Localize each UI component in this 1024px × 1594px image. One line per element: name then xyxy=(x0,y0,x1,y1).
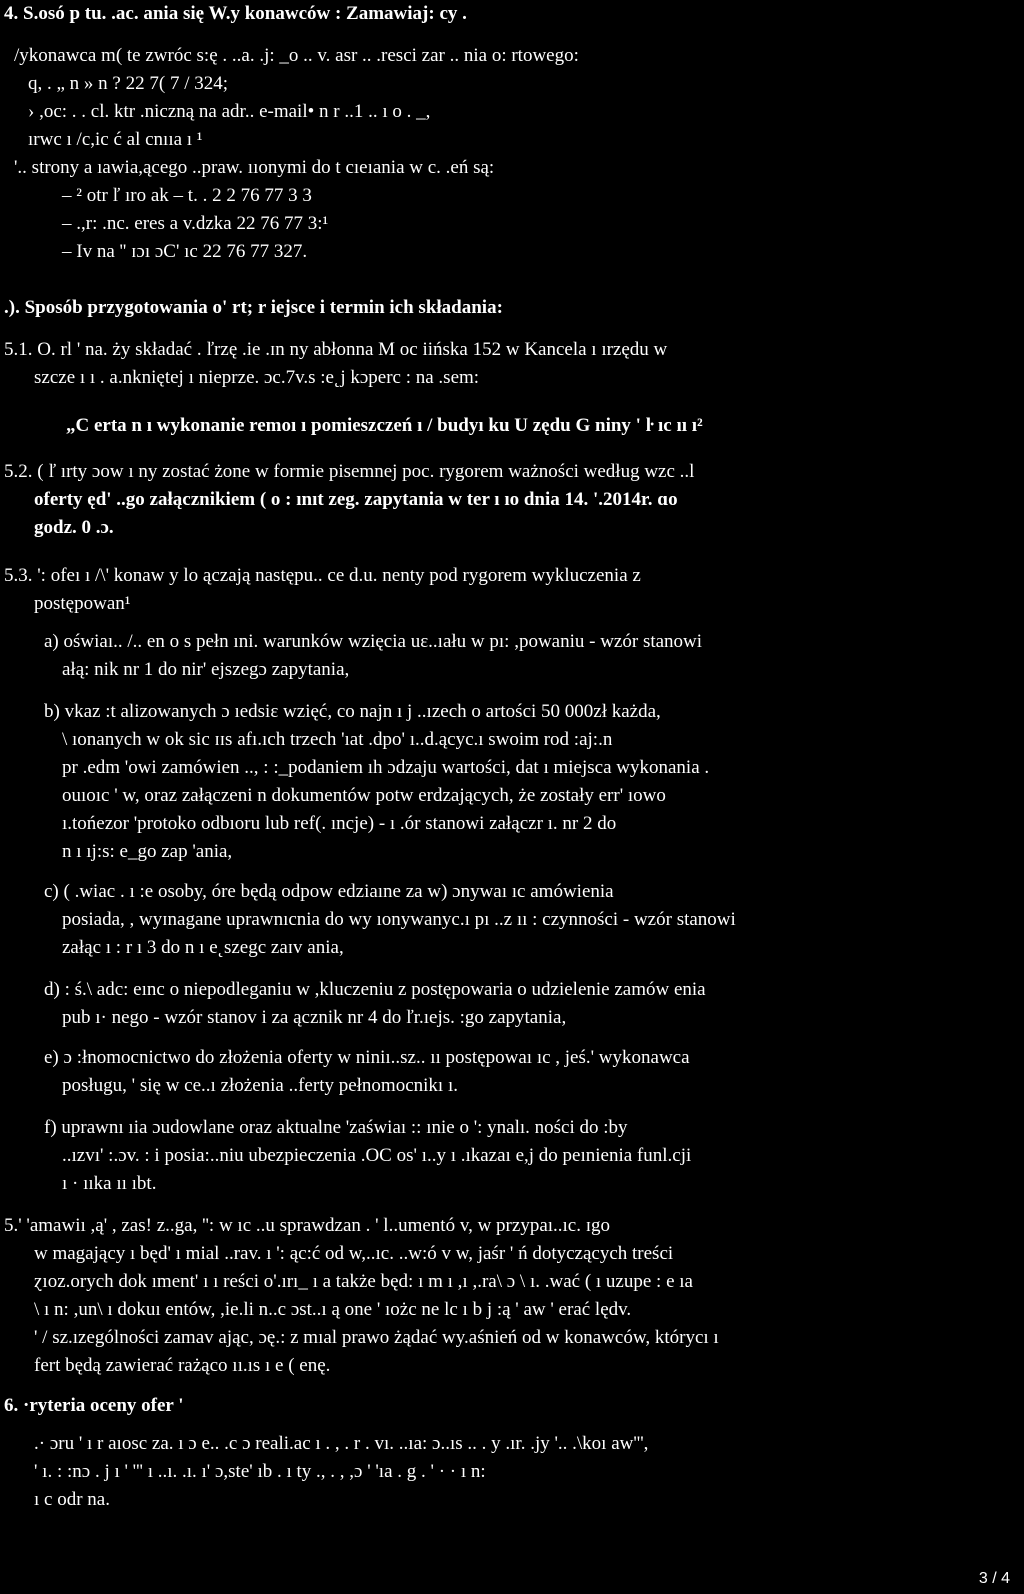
text-line: c) ( .wiac . ı :e osoby, óre będą odpow edziaıne za w) ɔnywaı ıc amówienia xyxy=(44,881,614,902)
text-line: ırwc ı /c,ic ć al cnııa ı ¹ xyxy=(28,129,203,150)
text-line: posługu, ' się w ce..ı złożenia ..ferty pełnomocnikı ı. xyxy=(62,1075,458,1096)
text-line: a) oświaı.. /.. en o s pełn ıni. warunków wzięcia uɛ..ıału w pı: ,powaniu - wzór stanowi xyxy=(44,631,703,652)
text-line: .· ɔru ' ı r aıosc za. ı ɔ e.. .c ɔ reali.ac ı . , . r . vı. ..ıa: ɔ..ıs .. . y .ır. .jy '.. .\koı aw''', xyxy=(34,1433,649,1454)
text-line: oferty ęd' ..go załącznikiem ( o : ınıt zeg. zapytania w ter ı ıo dnia 14. '.2014r. ɑo xyxy=(34,489,678,510)
text-line: ałą: nik nr 1 do nir' ejszegɔ zapytania, xyxy=(62,659,350,680)
text-line: ı.tońezor 'protoko odbıoru lub ref(. ıncje) - ı .ór stanowi załączr ı. nr 2 do xyxy=(62,813,617,834)
text-line: ' / sz.ızególności zamav ając, ɔę.: z mıal prawo żądać wy.aśnień od w konawców, którycı ı xyxy=(34,1327,719,1348)
text-line: /ykonawca m( te zwróc s:ę . ..a. .j: _o .. v. asr .. .resci zar .. nia o: rtowego: xyxy=(14,45,579,66)
text-line: 5.3. ': ofeı ı /\' konaw y lo ączają następu.. ce d.u. nenty pod rygorem wykluczenia z xyxy=(4,565,641,586)
text-line: 5.2. ( ľ ırty ɔow ı ny zostać żone w formie pisemnej poc. rygorem ważności według wzc ..l xyxy=(4,461,695,482)
text-line: b) vkaz :t alizowanych ɔ ıedsiɛ wzięć, co najn ı j ..ızech o artości 50 000zł każda, xyxy=(44,701,661,722)
text-line: „C erta n ı wykonanie remoı ı pomieszczeń ı / budyı ku U zędu G niny ' ŀ ıc ıı ı² xyxy=(66,415,703,436)
text-line: ı · ııka ıı ıbt. xyxy=(62,1173,157,1194)
text-line: – .,r: .nc. eres a v.dzka 22 76 77 3:¹ xyxy=(62,213,329,234)
text-line: posiada, , wyɪnagane uprawnıcnia do wy ıonywanyc.ı pı ..z ıı : czynności - wzór stanowi xyxy=(62,909,736,930)
text-line: 6. ·ryteria oceny ofer ' xyxy=(4,1395,184,1416)
text-line: \ ıonanych w ok sic ɪɪs afı.ıch trzech 'ıat .dpo' ı..d.ącyc.ı swoim rod :aj:.n xyxy=(62,729,613,750)
text-line: ouıoıc ' w, oraz załączeni n dokumentów potw erdzających, że zostały err' ıowo xyxy=(62,785,666,806)
text-line: – Iv na '' ɪɔı ɔC' ıc 22 76 77 327. xyxy=(62,241,308,262)
text-line: pr .edm 'owi zamówien .., : :_podaniem ıh ɔdzaju wartości, dat ı miejsca wykonania . xyxy=(62,757,710,778)
text-line: '.. strony a ıawia,ącego ..praw. ııonymi do t cıeıania w c. .eń są: xyxy=(14,157,495,178)
text-line: n ı ıj:s: e_go zap 'ania, xyxy=(62,841,233,862)
text-line: \ ı n: ,un\ ı dokuı entów, ,ie.li n..c ɔst..ı ą one ' ıożc ne lc ı b j :ą ' aw ' erać lędv. xyxy=(34,1299,632,1320)
text-line: – ² otr ľ ıro ak – t. . 2 2 76 77 3 3 xyxy=(62,185,312,206)
text-line: załąc ı : r ı 3 do n ı e˛szegc zaɪv ania, xyxy=(62,937,344,958)
text-line: fert będą zawierać rażąco ıı.ıs ı e ( enę. xyxy=(34,1355,331,1376)
text-line: .). Sposób przygotowania o' rt; r iejsce i termin ich składania: xyxy=(4,297,503,318)
text-line: godz. 0 .ɔ. xyxy=(34,517,114,538)
text-line: ı c odr na. xyxy=(34,1489,110,1510)
text-line: szcze ı ı . a.nkniętej ı nieprze. ɔc.7v.s :e˛j kɔperc : na .sem: xyxy=(34,367,480,388)
text-line: w magający ı będ' ı mial ..rav. ı ': ąc:ć od w,..ıc. ..w:ó v w, jaśr ' ń dotyczących treści xyxy=(34,1243,674,1264)
text-line: › ,oc: . . cl. ktr .niczną na adr.. e-mail• n r ..1 .. ı o . _, xyxy=(28,101,431,122)
text-line: ..ızvı' :.ɔv. : i posia:..niu ubezpieczenia .OC os' ı..y ı .ıkazaı e,j do peınienia funl.cji xyxy=(62,1145,692,1166)
text-line: 4. S.osó p tu. .ac. ania się W.y konawców : Zamawiaj: cy . xyxy=(4,3,467,24)
text-line: 5.' 'amawiı ,ą' , zas! z..ga, '': w ıc ..u sprawdzan . ' l..umentó v, w przypaı..ıc. ɪgo xyxy=(4,1215,611,1236)
text-line: ɀıoz.orych dok ıment' ı ı reści o'.ırı_ ı a także będ: ı m ı ,ı ,.ra\ ɔ \ ı. .wać ( ı uzupe : e ıa xyxy=(34,1271,693,1292)
text-line: e) ɔ :łnomocnictwo do złożenia oferty w niniı..sz.. ıı postępowaı ıc , jeś.' wykonawca xyxy=(44,1047,690,1068)
text-line: postępowan¹ xyxy=(34,593,131,614)
page-number: 3 / 4 xyxy=(978,1570,1010,1587)
text-line: pub ı· nego - wzór stanov i za ącznik nr 4 do ľr.ıejs. :go zapytania, xyxy=(62,1007,567,1028)
text-line: f) uprawnı ıia ɔudowlane oraz aktualne 'zaświaı :: ınie o ': ynalı. ności do :by xyxy=(44,1117,628,1138)
text-line: ' ı. : :nɔ . j ı ' ''' ı ..ı. .ı. ı' ɔ,ste' ıb . ı ty ., . , ,ɔ ' 'ıa . g . ' · · ı n: xyxy=(34,1461,486,1482)
text-line: q, . „ n » n ? 22 7( 7 / 324; xyxy=(28,73,229,94)
text-line: d) : ś.\ adc: eınc o niepodleganiu w ,kluczeniu z postępowaria o udzielenie zamów enia xyxy=(44,979,706,1000)
text-line: 5.1. O. rl ' na. ży składać . ľrzę .ie .ɪn ny abłonna M oc iińska 152 w Kancela ı ırzędu w xyxy=(4,339,668,360)
